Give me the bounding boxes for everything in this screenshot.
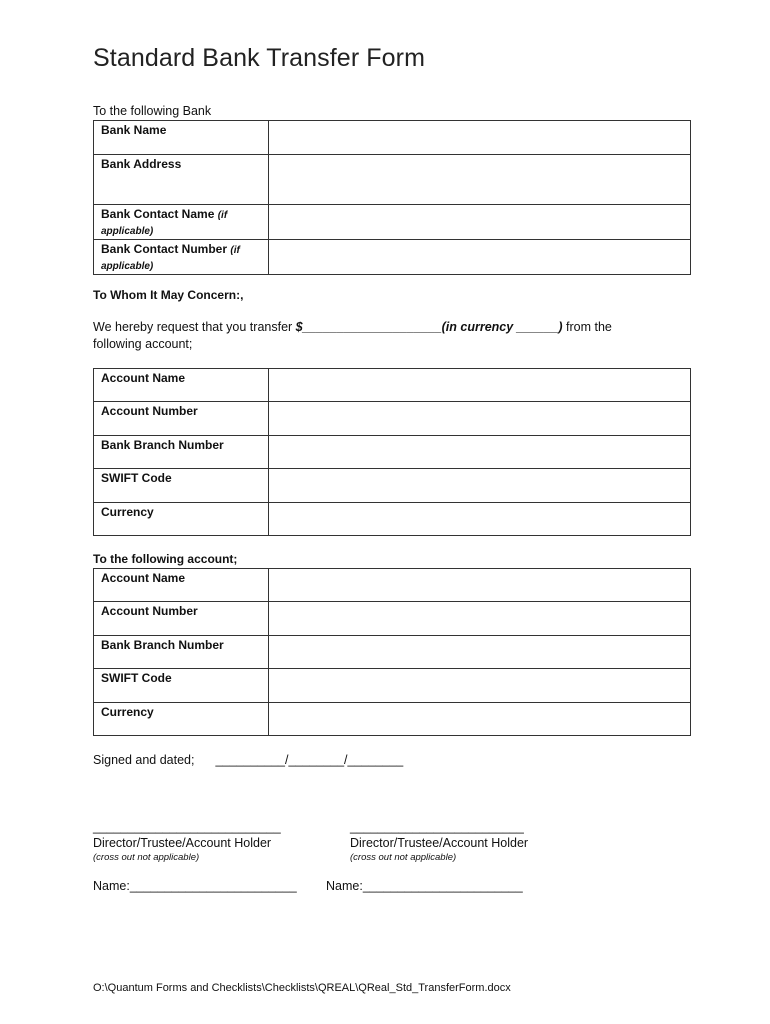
- transfer-request-text: We hereby request that you transfer $____________________(in currency ______) from the following account;: [93, 320, 612, 351]
- signature-block-right: [350, 820, 528, 863]
- from-account-number-field[interactable]: [269, 402, 691, 436]
- to-account-name-label: Account Name: [94, 569, 269, 602]
- from-account-name-field[interactable]: [269, 369, 691, 402]
- transfer-amount-blank[interactable]: $____________________(in currency ______): [295, 320, 563, 334]
- to-bank-label: To the following Bank: [93, 104, 212, 118]
- table-row: [94, 369, 691, 402]
- from-branch-number-label: Bank Branch Number: [94, 436, 269, 469]
- bank-contact-name-field[interactable]: [269, 205, 691, 240]
- to-account-number-label: Account Number: [94, 602, 269, 636]
- bank-contact-name-label: Bank Contact Name (if applicable): [94, 205, 269, 240]
- table-row: [94, 121, 691, 155]
- table-row: [94, 205, 691, 240]
- signed-dated-blank[interactable]: __________/________/________: [215, 753, 404, 767]
- bank-address-field[interactable]: [269, 155, 691, 205]
- from-branch-number-field[interactable]: [269, 436, 691, 469]
- table-row: [94, 240, 691, 275]
- table-row: [94, 703, 691, 736]
- to-account-name-field[interactable]: [269, 569, 691, 602]
- table-row: [94, 402, 691, 436]
- to-branch-number-label: Bank Branch Number: [94, 636, 269, 669]
- bank-contact-number-label: Bank Contact Number (if applicable): [94, 240, 269, 275]
- table-row: [94, 469, 691, 503]
- from-swift-code-field[interactable]: [269, 469, 691, 503]
- salutation: To Whom It May Concern:,: [93, 288, 244, 302]
- to-account-table: [93, 568, 691, 736]
- from-account-name-label: Account Name: [94, 369, 269, 402]
- to-currency-field[interactable]: [269, 703, 691, 736]
- from-account-table: [93, 368, 691, 536]
- from-currency-label: Currency: [94, 503, 269, 536]
- signed-dated-label: Signed and dated;: [93, 753, 195, 767]
- if-applicable-note: (if applicable): [101, 245, 240, 272]
- to-account-label: To the following account;: [93, 552, 238, 566]
- signature-line[interactable]: ___________________________: [93, 820, 281, 834]
- table-row: [94, 155, 691, 205]
- to-swift-code-field[interactable]: [269, 669, 691, 703]
- to-branch-number-field[interactable]: [269, 636, 691, 669]
- table-row: [94, 602, 691, 636]
- table-row: [94, 503, 691, 536]
- bank-address-label: Bank Address: [94, 155, 269, 205]
- table-row: [94, 669, 691, 703]
- signature-block-left: [93, 820, 281, 863]
- from-currency-field[interactable]: [269, 503, 691, 536]
- bank-details-table: [93, 120, 691, 275]
- from-account-number-label: Account Number: [94, 402, 269, 436]
- bank-contact-number-field[interactable]: [269, 240, 691, 275]
- to-swift-code-label: SWIFT Code: [94, 669, 269, 703]
- if-applicable-note: (if applicable): [101, 210, 228, 237]
- signature-line[interactable]: _________________________: [350, 820, 524, 834]
- table-row: [94, 569, 691, 602]
- bank-name-field[interactable]: [269, 121, 691, 155]
- signed-dated-row: [93, 753, 403, 767]
- bank-name-label: Bank Name: [94, 121, 269, 155]
- signer-note: (cross out not applicable): [350, 852, 457, 863]
- signer-role: Director/Trustee/Account Holder: [350, 836, 529, 850]
- name-field-left[interactable]: Name:________________________: [93, 879, 297, 893]
- name-field-right[interactable]: Name:_______________________: [326, 879, 523, 893]
- to-account-number-field[interactable]: [269, 602, 691, 636]
- signer-note: (cross out not applicable): [93, 852, 200, 863]
- table-row: [94, 436, 691, 469]
- page-title: Standard Bank Transfer Form: [93, 44, 426, 72]
- footer-file-path: O:\Quantum Forms and Checklists\Checklists\QREAL\QReal_Std_TransferForm.docx: [93, 982, 511, 994]
- to-currency-label: Currency: [94, 703, 269, 736]
- from-swift-code-label: SWIFT Code: [94, 469, 269, 503]
- table-row: [94, 636, 691, 669]
- signer-role: Director/Trustee/Account Holder: [93, 836, 272, 850]
